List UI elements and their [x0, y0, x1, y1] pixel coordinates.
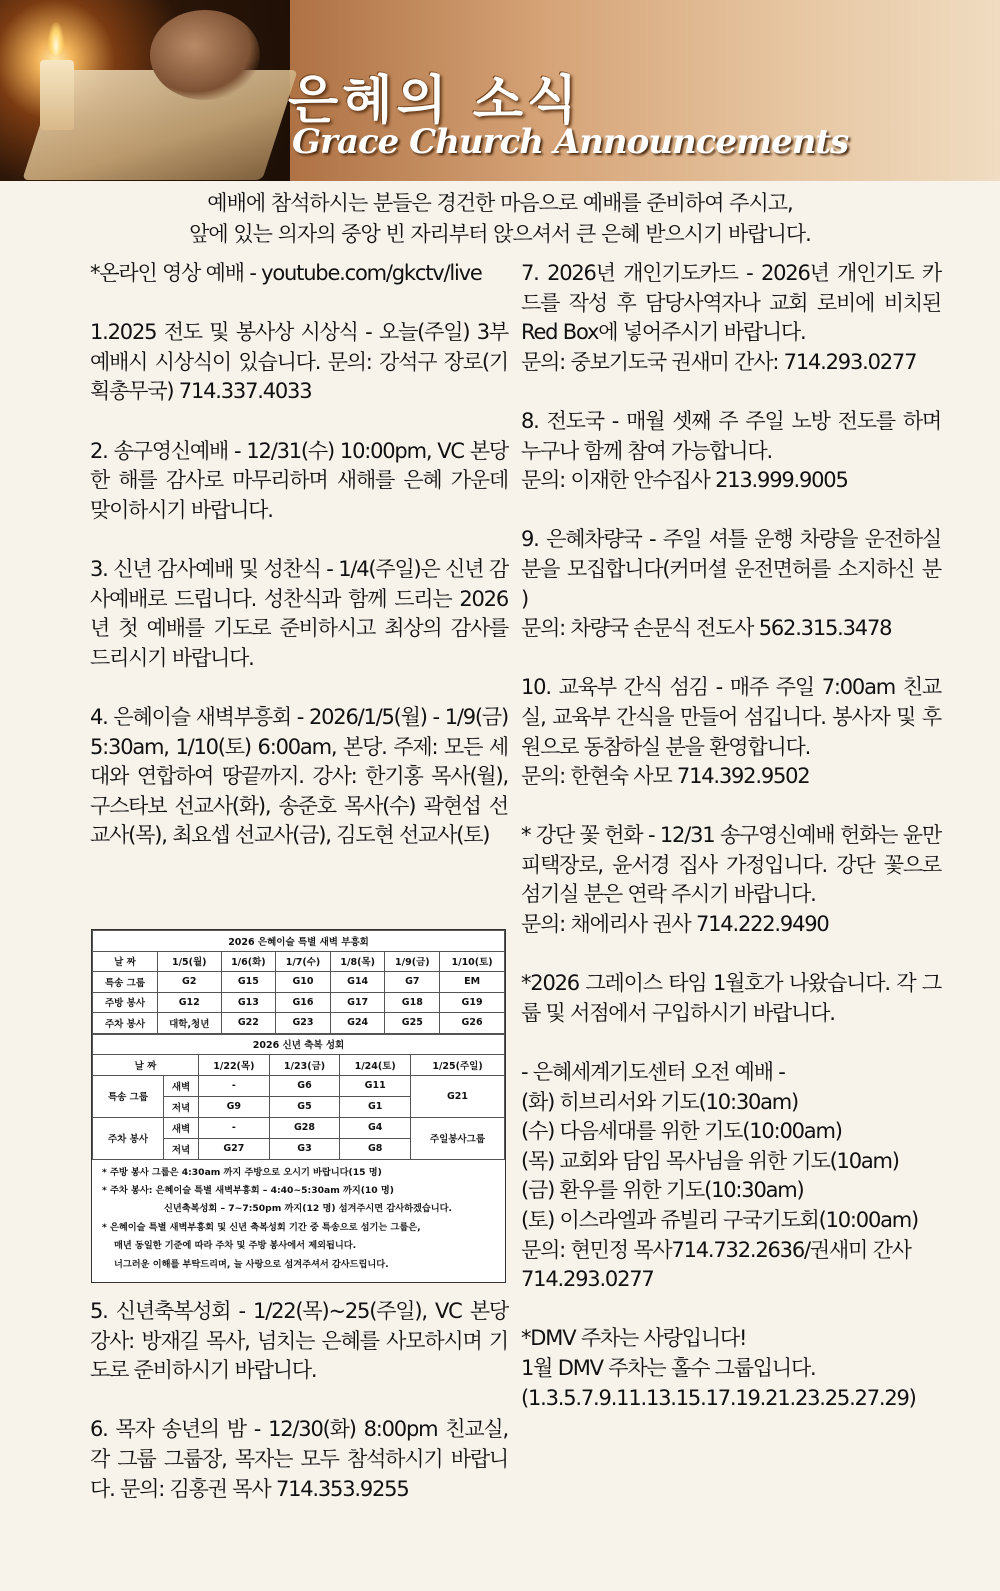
header-banner	[0, 0, 1000, 181]
intro-text: 예배에 참석하시는 분들은 경건한 마음으로 예배를 준비하여 주시고, 앞에 있는 의자의 중앙 빈 자리부터 앉으셔서 큰 은혜 받으시기 바랍니다.	[189, 191, 811, 246]
table-row: 주차 봉사 새벽 - G28 G4 주일봉사그룹	[93, 1117, 505, 1138]
prayer-photo	[0, 0, 290, 181]
table-row: 주방 봉사 G12 G13 G16 G17 G18 G19	[93, 992, 505, 1013]
announcement-1: 1.2025 전도 및 봉사상 시상식 - 오늘(주일) 3부 예배시 시상식이 있습니다. 문의: 강석구 장로(기획총무국) 714.337.4033	[90, 320, 508, 404]
announcement-7: 7. 2026년 개인기도카드 - 2026년 개인기도 카드를 작성 후 담당사역자나 교회 로비에 비치된 Red Box에 넣어주시기 바랍니다. 문의: 중보기도국 권새미 간사: 714.293.0277	[521, 261, 941, 374]
table-row: 저녁 G9 G5 G1	[93, 1096, 505, 1117]
dawn-revival-table: 2026 은혜이슬 특별 새벽 부흥회 날 짜 1/5(월) 1/6(화) 1/7(수) 1/8(목) 1/9(금) 1/10(토) 특송 그룹 G2 G15 G10 G14 G7 EM 주방 봉사 G12 G13 G16 G17 G18 G19 주차 봉사 대학,청년 G22 G23 G24 G25 G26	[92, 930, 505, 1034]
table-notes: * 주방 봉사 그룹은 4:30am 까지 주방으로 오시기 바랍니다(15 명) * 주차 봉사: 은혜이슬 특별 새벽부흥회 – 4:40~5:30am 까지(10 명) 신년축복성회 – 7~7:50pm 까지(12 명) 섬겨주시면 감사하겠습니다. * 은혜이슬 특별 새벽부흥회 및 신년 축복성회 기간 중 특송으로 섬기는 그룹은, 매년 동일한 기준에 따라 주차 및 주방 봉사에서 제외됩니다. 너그러운 이해를 부탁드리며, 늘 사랑으로 섬겨주셔서 감사드립니다.	[102, 1166, 452, 1270]
announcement-2: 2. 송구영신예배 - 12/31(수) 10:00pm, VC 본당 한 해를 감사로 마무리하며 새해를 은혜 가운데 맞이하시기 바랍니다.	[90, 438, 508, 522]
schedule-tables	[91, 929, 506, 1283]
candle-image	[40, 60, 74, 130]
right-column	[521, 259, 941, 1443]
dmv-parking: *DMV 주차는 사랑입니다! 1월 DMV 주차는 홀수 그룹입니다. (1.3.5.7.9.11.13.15.17.19.21.23.25.27.29)	[521, 1326, 916, 1410]
grace-time: *2026 그레이스 타임 1월호가 나왔습니다. 각 그룹 및 서점에서 구입하시기 바랍니다.	[521, 971, 941, 1025]
table-row: 특송 그룹 G2 G15 G10 G14 G7 EM	[93, 972, 505, 993]
page-subtitle: Grace Church Announcements	[292, 122, 849, 162]
table-row: 주차 봉사 대학,청년 G22 G23 G24 G25 G26	[93, 1013, 505, 1034]
announcement-5: 5. 신년축복성회 - 1/22(목)~25(주일), VC 본당 강사: 방재길 목사, 넘치는 은혜를 사모하시며 기도로 준비하시기 바랍니다.	[90, 1299, 508, 1383]
flame-icon	[48, 22, 64, 56]
announcement-6: 6. 목자 송년의 밤 - 12/30(화) 8:00pm 친교실, 각 그룹 그룹장, 목자는 모두 참석하시기 바랍니다. 문의: 김홍권 목사 714.353.9255	[90, 1417, 508, 1501]
table-row: 특송 그룹 새벽 - G6 G11 G21	[93, 1075, 505, 1096]
left-column	[90, 259, 508, 880]
page-title: 은혜의 소식	[288, 71, 582, 131]
new-year-revival-table: 2026 신년 축복 성회 날 짜 1/22(목) 1/23(금) 1/24(토) 1/25(주일) 특송 그룹 새벽 - G6 G11 G21 저녁 G9 G5 G1 주차 봉사 새벽 - G28 G4 주일봉사그룹 저녁 G27 G3 G8	[92, 1034, 505, 1160]
table-row: 저녁 G27 G3 G8	[93, 1138, 505, 1159]
left-column-lower	[90, 1297, 508, 1534]
online-worship: *온라인 영상 예배 - youtube.com/gkctv/live	[90, 261, 482, 285]
praying-hands-image	[150, 10, 260, 100]
announcement-3: 3. 신년 감사예배 및 성찬식 - 1/4(주일)은 신년 감사예배로 드립니다. 성찬식과 함께 드리는 2026년 첫 예배를 기도로 준비하시고 최상의 감사를 드리시기 바랍니다.	[90, 556, 508, 670]
prayer-center: - 은혜세계기도센터 오전 예배 - (화) 히브리서와 기도(10:30am) (수) 다음세대를 위한 기도(10:00am) (목) 교회와 담임 목사님을 위한 기도(10am) (금) 환우를 위한 기도(10:30am) (토) 이스라엘과 쥬빌리 구국기도회(10:00am) 문의: 현민정 목사714.732.2636/권새미 간사 714.293.0277	[521, 1060, 919, 1292]
announcement-9: 9. 은혜차량국 - 주일 셔틀 운행 차량을 운전하실 분을 모집합니다(커머셜 운전면허를 소지하신 분 ) 문의: 차량국 손문식 전도사 562.315.3478	[521, 527, 941, 641]
announcement-8: 8. 전도국 - 매월 셋째 주 주일 노방 전도를 하며 누구나 함께 참여 가능합니다. 문의: 이재한 안수집사 213.999.9005	[521, 408, 941, 493]
announcement-4: 4. 은혜이슬 새벽부흥회 - 2026/1/5(월) - 1/9(금) 5:30am, 1/10(토) 6:00am, 본당. 주제: 모든 세대와 연합하여 땅끝까지. 강사: 한기홍 목사(월), 구스타보 선교사(화), 송준호 목사(수) 곽현섭 선교사(목), 최요셉 선교사(금), 김도현 선교사(토)	[90, 704, 508, 848]
announcement-10: 10. 교육부 간식 섬김 - 매주 주일 7:00am 친교실, 교육부 간식을 만들어 섬깁니다. 봉사자 및 후원으로 동참하실 분을 환영합니다. 문의: 한현숙 사모 714.392.9502	[521, 675, 941, 789]
altar-flowers: * 강단 꽃 헌화 - 12/31 송구영신예배 헌화는 윤만피택장로, 윤서경 집사 가정입니다. 강단 꽃으로 섬기실 분은 연락 주시기 바랍니다. 문의: 채에리사 권사 714.222.9490	[521, 823, 941, 937]
